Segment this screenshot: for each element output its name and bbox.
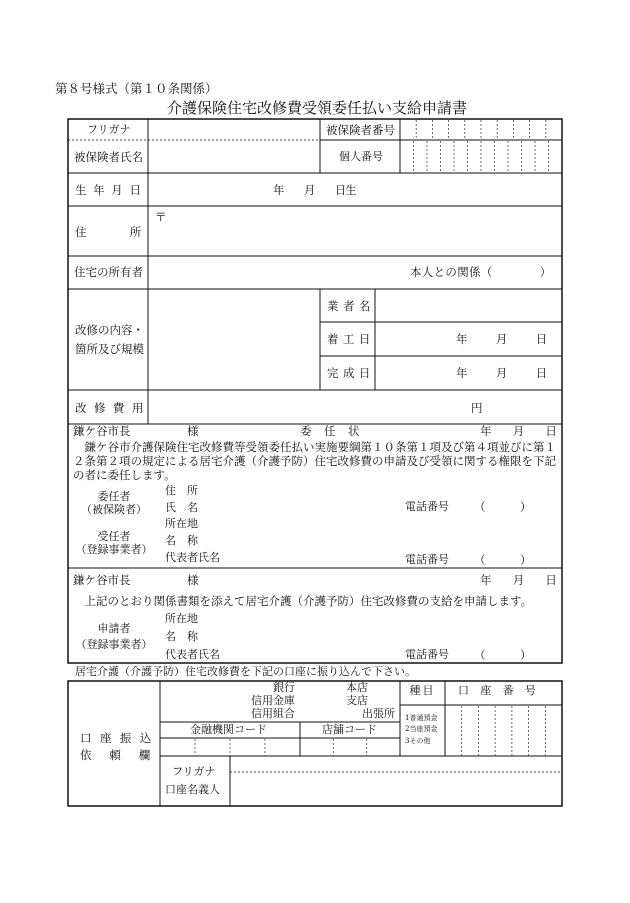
yen-unit: 円 <box>471 401 483 415</box>
furigana-field <box>149 120 320 140</box>
furigana-label: フリガナ <box>87 123 131 136</box>
delegator-address-label: 住 所 <box>165 484 198 497</box>
applicant-location-label: 所在地 <box>165 612 198 625</box>
application-date-format: 年 月 日 <box>480 573 557 587</box>
delegatee-representative-label: 代表者氏名 <box>165 551 220 564</box>
institution-type-shinkin: 信用金庫 <box>251 694 295 707</box>
holder-furigana-field <box>231 757 562 772</box>
completion-date-label: 完 成 日 <box>327 366 371 380</box>
delegator-role-note: （被保険者） <box>81 503 147 516</box>
branch-code-label: 店舗コード <box>322 723 377 736</box>
delegatee-phone-parens: （ ） <box>474 553 532 567</box>
delegator-role: 委任者 <box>97 490 131 503</box>
account-number-boxes <box>462 706 546 756</box>
poa-body-line2: ２条第２項の規定による居宅介護（介護予防）住宅改修費の申請及び受領に関する権限を下記 <box>73 454 556 468</box>
renovation-cost-label: 改 修 費 用 <box>75 401 146 415</box>
start-date-label: 着 工 日 <box>327 332 371 346</box>
birthdate-label: 生 年 月 日 <box>75 183 143 197</box>
insured-number-boxes <box>416 120 546 140</box>
delegator-phone-label: 電話番号 <box>405 500 449 513</box>
applicant-role-note: （登録事業者） <box>75 638 153 651</box>
poa-date-format: 年 月 日 <box>480 424 557 438</box>
insured-name-label: 被保険者氏名 <box>74 150 143 164</box>
relationship-label: 本人との関係（ ） <box>410 265 552 279</box>
account-type-label: 種目 <box>409 684 436 697</box>
poa-title: 委 任 状 <box>300 424 364 438</box>
form-number: 第８号様式（第１０条関係） <box>55 81 218 96</box>
institution-code-boxes <box>195 739 265 756</box>
poa-body-line3: の者に委任します。 <box>73 468 176 482</box>
account-type-current: 2当座預金 <box>405 725 438 733</box>
renovation-content-label-line1: 改修の内容・ <box>75 323 144 337</box>
holder-furigana-label: フリガナ <box>172 765 216 778</box>
contractor-label: 業 者 名 <box>327 299 371 313</box>
home-owner-label: 住宅の所有者 <box>74 265 143 279</box>
applicant-phone-parens: （ ） <box>474 648 532 662</box>
delegatee-phone-label: 電話番号 <box>405 553 449 566</box>
personal-number-label: 個人番号 <box>339 150 383 163</box>
account-type-other: 3その他 <box>405 737 431 745</box>
poa-addressee: 鎌ケ谷市長 <box>73 424 131 438</box>
applicant-representative-label: 代表者氏名 <box>165 648 220 661</box>
delegatee-role-note: （登録事業者） <box>75 543 153 556</box>
delegatee-role: 受任者 <box>97 530 131 543</box>
delegatee-company-label: 名 称 <box>165 534 198 547</box>
institution-code-label: 金融機関コード <box>190 723 267 736</box>
holder-name-field <box>231 773 562 806</box>
form-title: 介護保険住宅改修費受領委任払い支給申請書 <box>166 99 467 117</box>
personal-number-boxes <box>414 141 549 173</box>
renovation-content-label-line2: 箇所及び規模 <box>75 342 144 356</box>
completion-date-format: 年 月 日 <box>456 366 550 380</box>
application-statement: 上記のとおり関係書類を添えて居宅介護（介護予防）住宅改修費の支給を申請します。 <box>73 594 533 608</box>
contractor-name-field <box>376 290 562 322</box>
poa-honorific: 様 <box>187 424 199 438</box>
address-label: 住 所 <box>75 225 144 239</box>
branch-type-sub-branch: 出張所 <box>362 707 395 720</box>
insured-number-label: 被保険者番号 <box>326 123 395 137</box>
delegator-phone-parens: （ ） <box>474 500 532 514</box>
holder-name-label: 口座名義人 <box>165 783 220 796</box>
applicant-phone-label: 電話番号 <box>405 648 449 661</box>
delegatee-location-label: 所在地 <box>165 517 198 530</box>
birthdate-format: 年 月 日生 <box>273 183 356 197</box>
delegator-name-label: 氏 名 <box>165 501 198 514</box>
renovation-cost-field <box>149 391 562 424</box>
application-honorific: 様 <box>187 573 199 587</box>
applicant-company-label: 名 称 <box>165 630 198 643</box>
branch-type-branch: 支店 <box>346 694 368 707</box>
renovation-content-field <box>149 290 320 390</box>
institution-type-credit-union: 信用組合 <box>251 707 295 720</box>
home-owner-field <box>149 257 399 289</box>
account-type-ordinary: 1普通預金 <box>405 714 438 722</box>
postal-mark: 〒 <box>155 210 167 224</box>
transfer-section-label-line1: 口 座 振 込 <box>80 731 154 745</box>
transfer-instruction: 居宅介護（介護予防）住宅改修費を下記の口座に振り込んで下さい。 <box>75 665 416 678</box>
institution-type-bank: 銀行 <box>273 681 295 694</box>
insured-name-field <box>149 141 320 173</box>
start-date-format: 年 月 日 <box>456 332 550 346</box>
application-addressee: 鎌ケ谷市長 <box>73 573 131 587</box>
applicant-role: 申請者 <box>97 622 131 635</box>
branch-type-head-office: 本店 <box>346 681 368 694</box>
transfer-section-label-line2: 依 頼 欄 <box>80 748 154 762</box>
account-number-label: 口 座 番 号 <box>458 684 540 697</box>
poa-body-line1: 鎌ケ谷市介護保険住宅改修費等受領委任払い実施要綱第１０条第１項及び第４項並びに第１ <box>73 440 556 454</box>
branch-code-boxes <box>333 739 366 756</box>
address-field <box>149 207 562 256</box>
